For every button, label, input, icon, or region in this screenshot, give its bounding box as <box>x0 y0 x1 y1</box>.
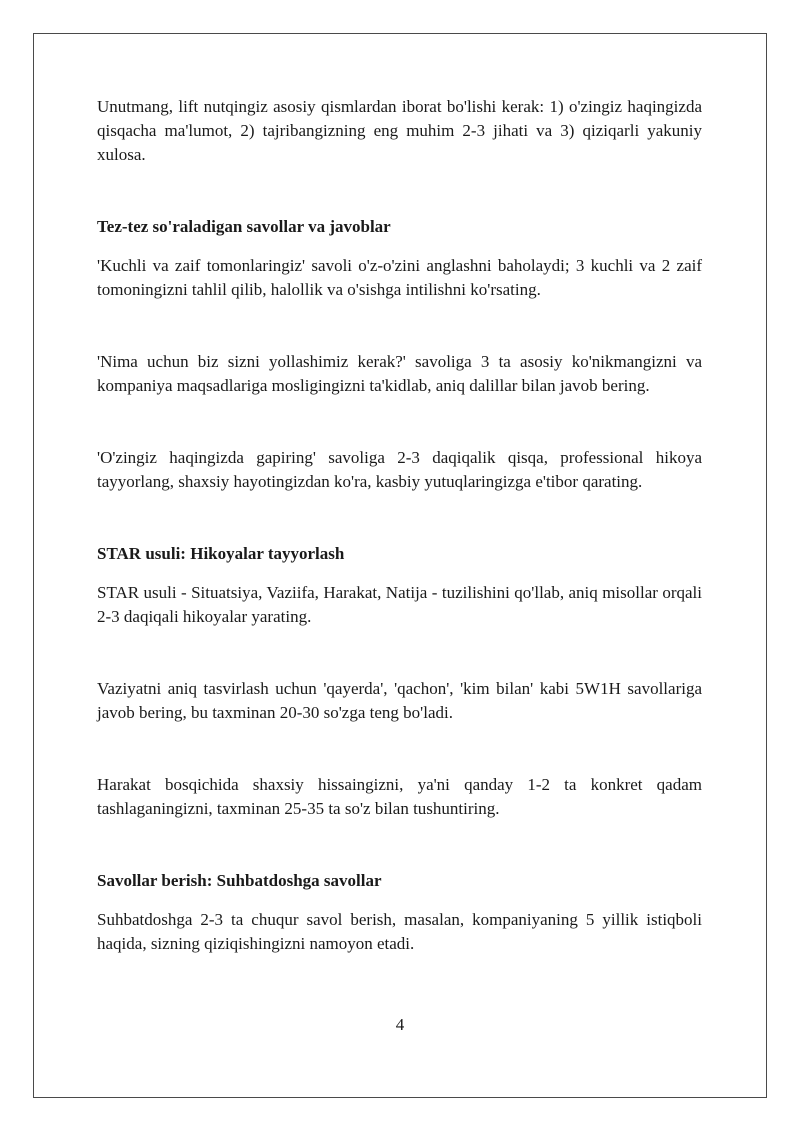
section-heading-star: STAR usuli: Hikoyalar tayyorlash <box>97 544 345 563</box>
paragraph-strengths-weaknesses: 'Kuchli va zaif tomonlaringiz' savoli o'z-o'zini anglashni baholaydi; 3 kuchli va 2 zaif tomoningizni tahlil qilib, halollik va o'sishga intilishni ko'rsating. <box>97 256 702 299</box>
intro-paragraph: Unutmang, lift nutqingiz asosiy qismlardan iborat bo'lishi kerak: 1) o'zingiz haqingizda qisqacha ma'lumot, 2) tajribangizning eng muhim 2-3 jihati va 3) qiziqarli yakuniy xulosa. <box>97 97 702 164</box>
paragraph-why-hire: 'Nima uchun biz sizni yollashimiz kerak?' savoliga 3 ta asosiy ko'nikmangizni va kompaniya maqsadlariga mosligingizni ta'kidlab, aniq dalillar bilan javob bering. <box>97 352 702 395</box>
section-heading-questions: Savollar berish: Suhbatdoshga savollar <box>97 871 382 890</box>
page-number: 4 <box>395 1015 405 1034</box>
paragraph-tell-about-yourself: 'O'zingiz haqingizda gapiring' savoliga 2-3 daqiqalik qisqa, professional hikoya tayyorlang, shaxsiy hayotingizdan ko'ra, kasbiy yutuqlaringizga e'tibor qarating. <box>97 448 702 491</box>
paragraph-star-method: STAR usuli - Situatsiya, Vaziifa, Harakat, Natija - tuzilishini qo'llab, aniq misollar orqali 2-3 daqiqali hikoyalar yarating. <box>97 583 702 626</box>
section-heading-faq: Tez-tez so'raladigan savollar va javoblar <box>97 217 391 236</box>
paragraph-situation: Vaziyatni aniq tasvirlash uchun 'qayerda', 'qachon', 'kim bilan' kabi 5W1H savollariga javob bering, bu taxminan 20-30 so'zga teng bo'ladi. <box>97 679 702 722</box>
document-body <box>97 95 702 956</box>
paragraph-action: Harakat bosqichida shaxsiy hissaingizni, ya'ni qanday 1-2 ta konkret qadam tashlaganingizni, taxminan 25-35 ta so'z bilan tushuntiring. <box>97 775 702 818</box>
paragraph-ask-questions: Suhbatdoshga 2-3 ta chuqur savol berish, masalan, kompaniyaning 5 yillik istiqboli haqida, sizning qiziqishingizni namoyon etadi. <box>97 910 702 953</box>
